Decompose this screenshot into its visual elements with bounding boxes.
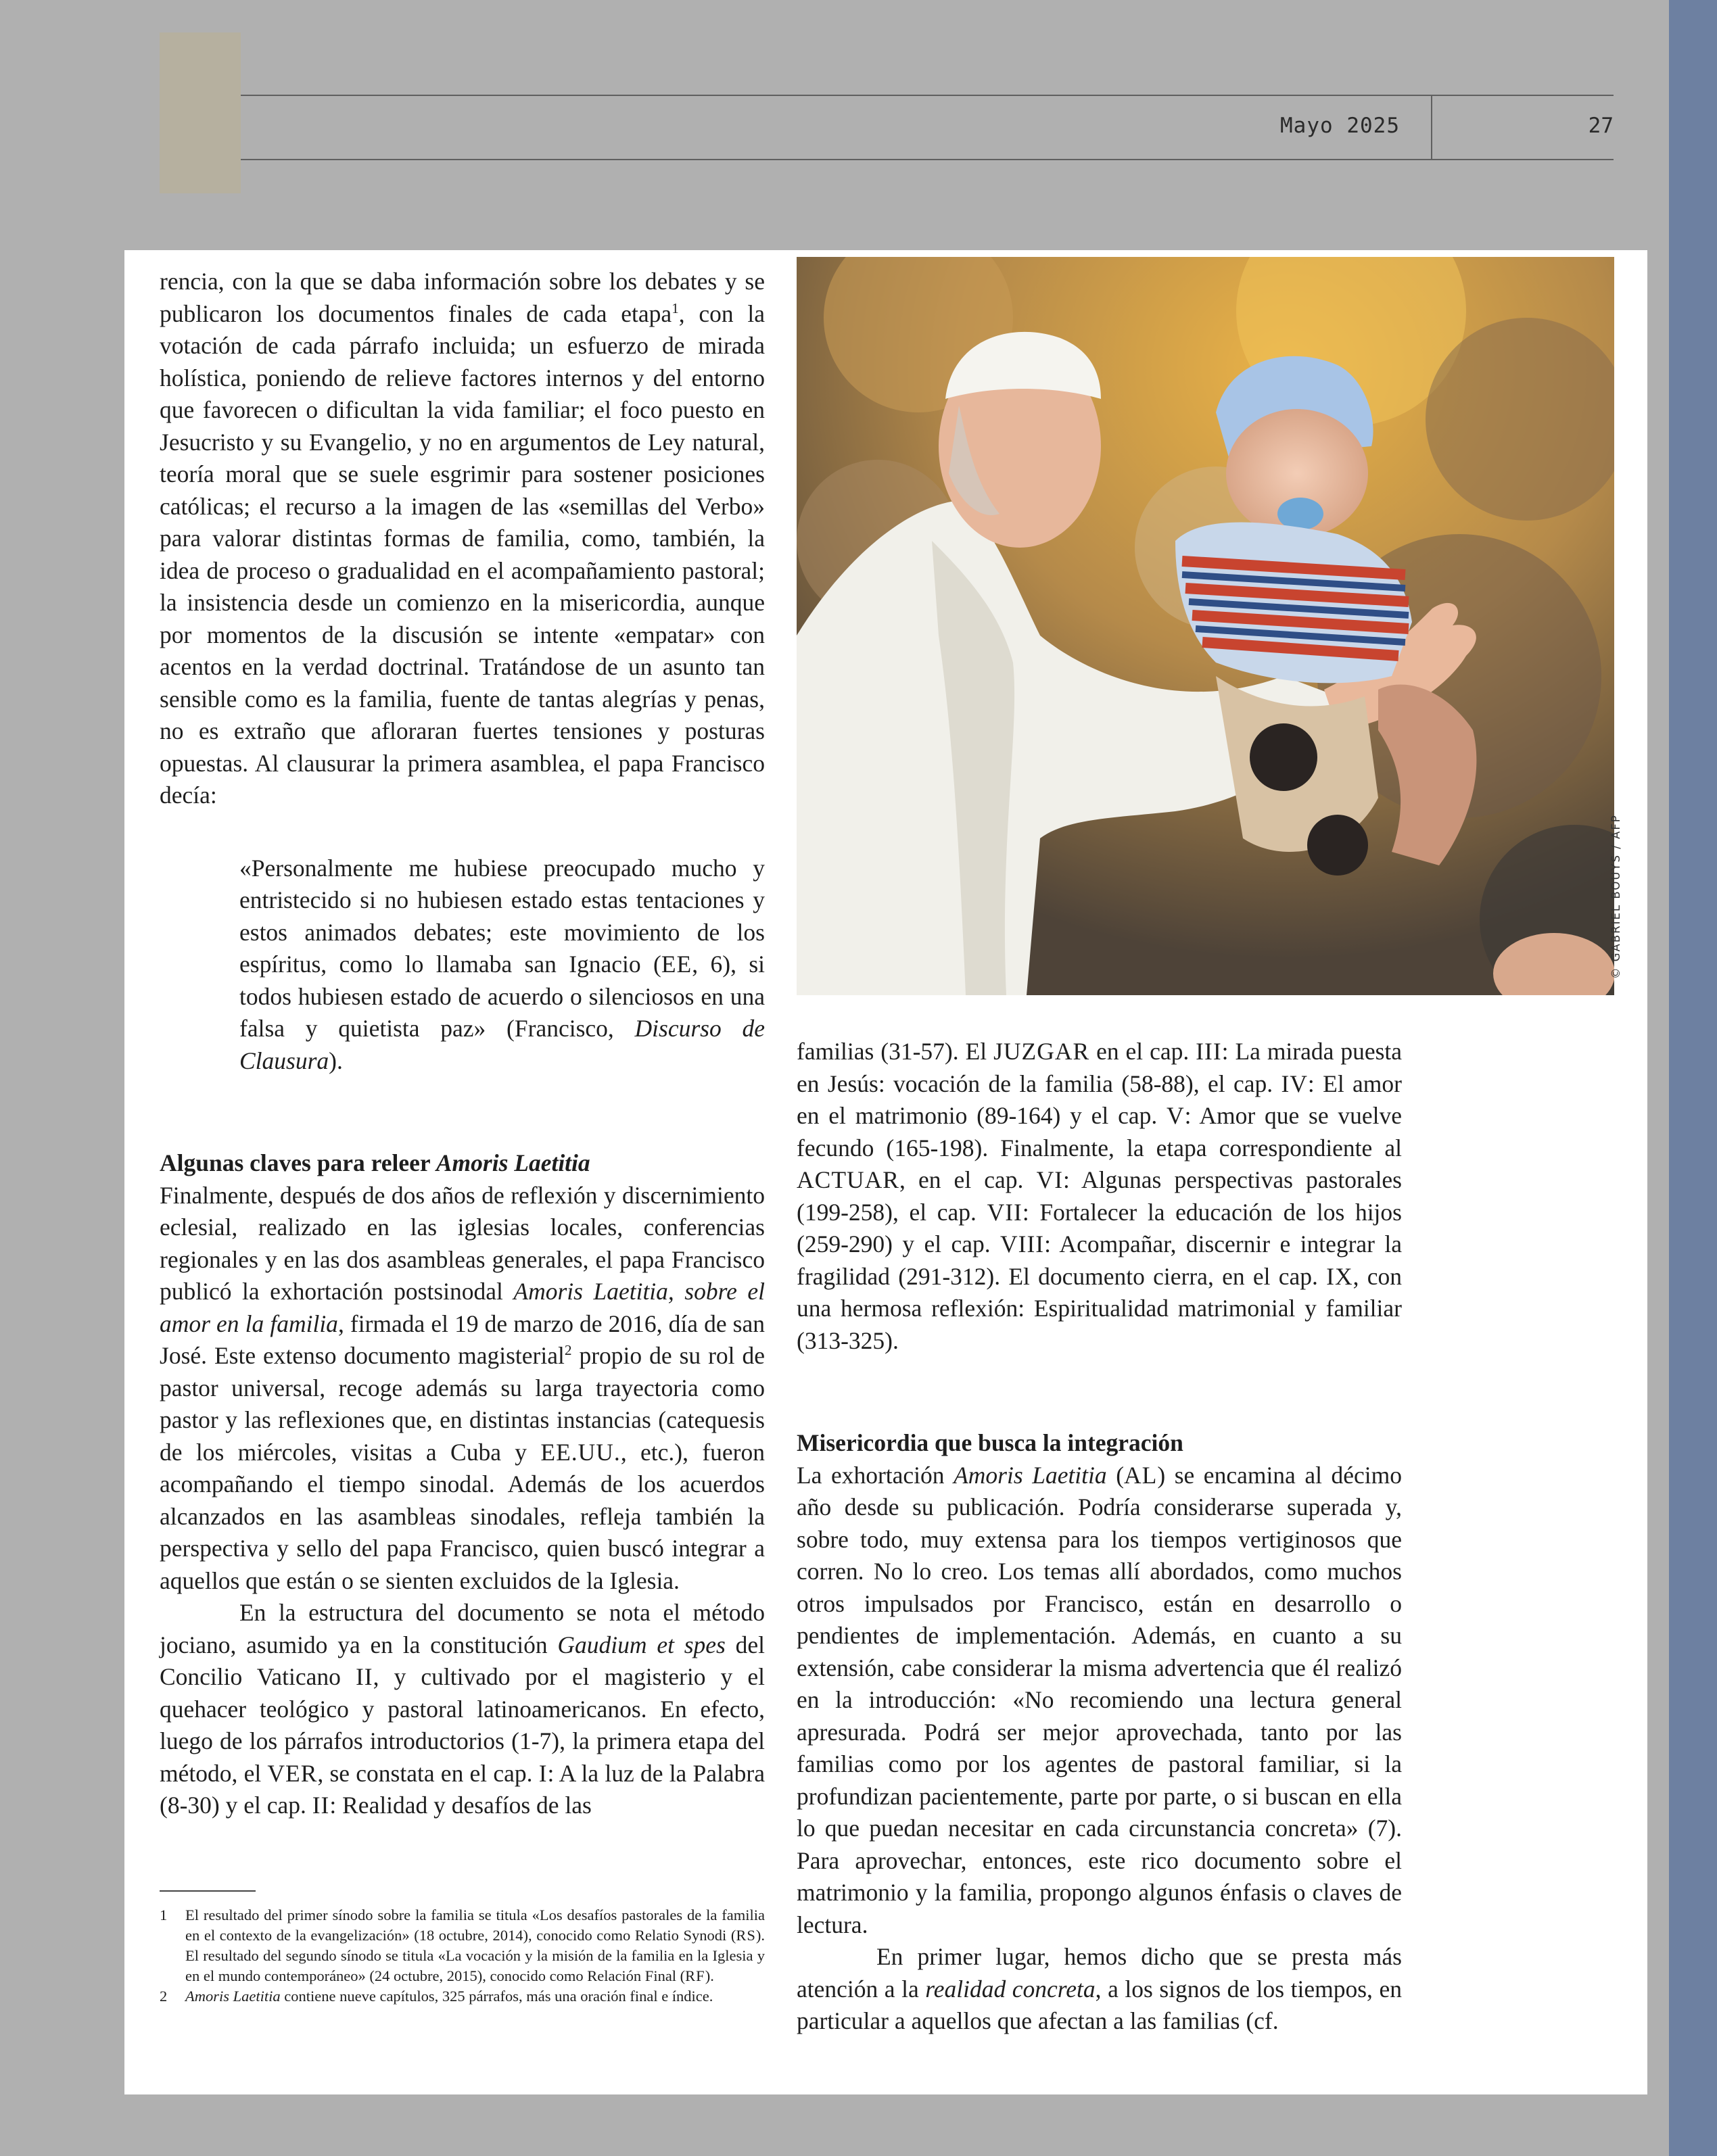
photo-credit: © GABRIEL BOUYS / AFP <box>1609 814 1622 979</box>
issue-date: Mayo 2025 <box>1280 114 1400 138</box>
footnote-ref[interactable]: 2 <box>564 1342 572 1359</box>
footnote-ref[interactable]: 1 <box>672 300 679 316</box>
side-color-strip <box>1669 0 1717 2156</box>
section-heading: Misericordia que busca la integración <box>797 1429 1183 1456</box>
paragraph: rencia, con la que se daba información sobre los debates y se publicaron los documentos finales de cada etapa$^1$, con la votación de cada párrafo incluida; un esfuerzo de mirada holística, poniendo de relieve factores internos y del entorno que favorecen o dificultan la vida familiar; el foco puesto en Jesucristo y su Evangelio, y no en argumentos de Ley natural, teoría moral que se suele esgrimir para sostener posiciones católicas; el recurso a la imagen de las «semillas del Verbo» para valorar distintas formas de familia, como, también, la idea de proceso o gradualidad en el acompañamiento pastoral; la insistencia desde un comienzo en la misericordia, aunque por momentos de la discusión se intente «empatar» con acentos en la verdad doctrinal. Tratándose de un asunto tan sensible como es la familia, fuente de tantas alegrías y penas, no es extraño que afloraran fuertes tensiones y posturas opuestas. Al clausurar la primera asamblea, el papa Francisco decía: <box>160 268 765 809</box>
paragraph: En primer lugar, hemos dicho que se presta más atención a la realidad concreta, a los signos de los tiempos, en particular a aquellos que afectan a las familias (cf. <box>797 1943 1402 2034</box>
footnotes <box>160 1905 765 2007</box>
paragraph: En la estructura del documento se nota el método jociano, asumido ya en la constitución Gaudium et spes del Concilio Vaticano II, y cultivado por el magisterio y el quehacer teológico y pastoral latinoamericanos. En efecto, luego de los párrafos introductorios (1-7), la primera etapa del método, el VER, se constata en el cap. I: A la luz de la Palabra (8-30) y el cap. II: Realidad y desafíos de las <box>160 1599 765 1819</box>
footnote-number: 2 <box>160 1988 168 2005</box>
footnote: 2 Amoris Laetitia contiene nueve capítulos, 325 párrafos, más una oración final e índice. <box>160 1986 765 2007</box>
section-tab-block <box>160 32 241 193</box>
paragraph: familias (31-57). El JUZGAR en el cap. III: La mirada puesta en Jesús: vocación de la familia (58-88), el cap. IV: El amor en el matrimonio (89-164) y el cap. V: Amor que se vuelve fecundo (165-198). Finalmente, la etapa correspondiente al ACTUAR, en el cap. VI: Algunas perspectivas pastorales (199-258), el cap. VII: Fortalecer la educación de los hijos (259-290) y el cap. VIII: Acompañar, discernir e integrar la fragilidad (291-312). El documento cierra, en el cap. IX, con una hermosa reflexión: Espiritualidad matrimonial y familiar (313-325). <box>797 1038 1403 1354</box>
header-rule-top <box>241 95 1614 96</box>
footnote: 1 El resultado del primer sínodo sobre la familia se titula «Los desafíos pastorales de la familia en el contexto de la evangelización» (18 octubre, 2014), conocido como Relatio Synodi (RS). El resultado del segundo sínodo se titula «La vocación y la misión de la familia en la Iglesia y en el mundo contemporáneo» (24 octubre, 2015), conocido como Relación Final (RF). <box>160 1905 765 1986</box>
paragraph: Finalmente, después de dos años de reflexión y discernimiento eclesial, realizado en las iglesias locales, conferencias regionales y en las dos asambleas generales, el papa Francisco publicó la exhortación postsinodal Amoris Laetitia, sobre el amor en la familia, firmada el 19 de marzo de 2016, día de san José. Este extenso documento magisterial$^2$ propio de su rol de pastor universal, recoge además su larga trayectoria como pastor y las reflexiones que, en distintas instancias (catequesis de los miércoles, visitas a Cuba y EE.UU., etc.), fueron acompañando el tiempo sinodal. Además de los acuerdos alcanzados en las asambleas sinodales, refleja también la perspectiva y sello del papa Francisco, quien buscó integrar a aquellos que están o se sienten excluidos de la Iglesia. <box>160 1181 765 1594</box>
block-quote: «Personalmente me hubiese preocupado mucho y entristecido si no hubiesen estado estas tentaciones y estos animados debates; este movimiento de los espíritus, como lo llamaba san Ignacio (EE, 6), si todos hubiesen estado de acuerdo o silenciosos en una falsa y quietista paz» (Francisco, Discurso de Clausura). <box>239 854 766 1074</box>
footnote-rule <box>160 1890 256 1892</box>
pope-francis-photo <box>797 257 1614 995</box>
footnote-number: 1 <box>160 1907 168 1923</box>
right-column <box>797 1036 1402 2038</box>
header-rule-bottom <box>241 159 1614 160</box>
section-heading: Algunas claves para releer Amoris Laetitia <box>160 1149 590 1176</box>
paragraph: La exhortación Amoris Laetitia (AL) se encamina al décimo año desde su publicación. Podría considerarse superada y, sobre todo, muy extensa para los tiempos vertiginosos que corren. No lo creo. Los temas allí abordados, como muchos otros impulsados por Francisco, están en desarrollo o pendientes de implementación. Además, en cuanto a su extensión, cabe considerar la misma advertencia que él realizó en la introducción: «No recomiendo una lectura general apresurada. Podrá ser mejor aprovechada, tanto por las familias como por los agentes de pastoral familiar, si la profundizan pacientemente, parte por parte, o si buscan en ella lo que puedan necesitar en cada circunstancia concreta» (7). Para aprovechar, entonces, este rico documento sobre el matrimonio y la familia, propongo algunos énfasis o claves de lectura. <box>797 1461 1402 1938</box>
left-column <box>160 266 765 1822</box>
header-separator <box>1431 95 1432 160</box>
page-number: 27 <box>1588 114 1614 138</box>
